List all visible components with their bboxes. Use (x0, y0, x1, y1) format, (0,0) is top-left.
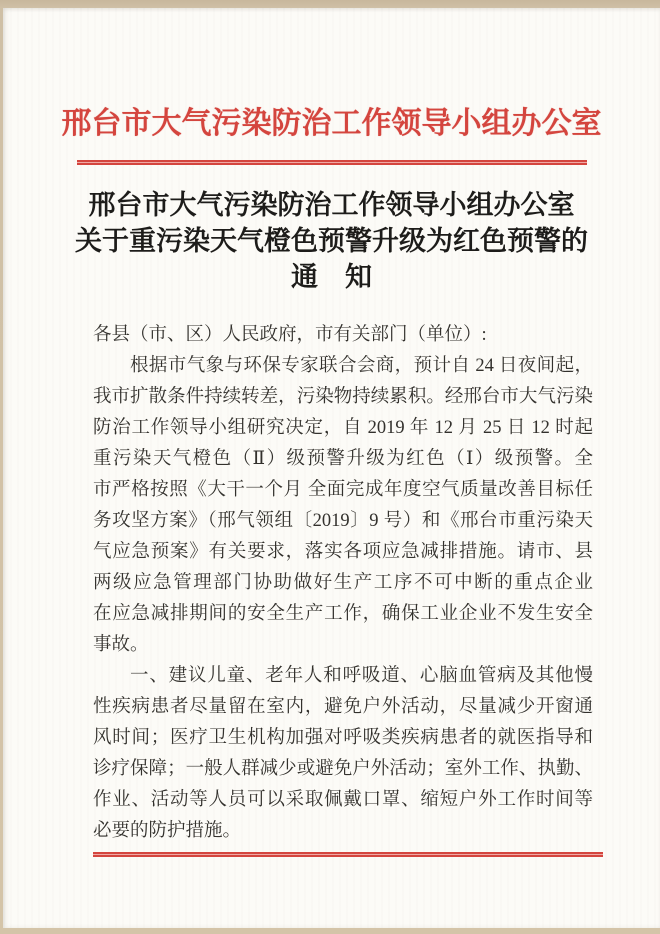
body-line: 务攻坚方案》（邢气领组〔2019〕9 号）和《邢台市重污染天 (93, 511, 593, 531)
footer-divider-rule (93, 852, 603, 857)
body-line: 性疾病患者尽量留在室内，避免户外活动，尽量减少开窗通 (93, 697, 593, 717)
document-page (3, 8, 660, 928)
paragraph (93, 351, 593, 661)
body-line: 诊疗保障；一般人群减少或避免户外活动；室外工作、执勤、 (93, 759, 593, 779)
body-line: 必要的防护措施。 (93, 821, 242, 841)
body-line: 我市扩散条件持续转差，污染物持续累积。经邢台市大气污染 (93, 387, 593, 407)
salutation: 各县（市、区）人民政府，市有关部门（单位）: (93, 325, 487, 345)
document-body (93, 320, 593, 857)
letterhead-office-name: 邢台市大气污染防治工作领导小组办公室 (61, 107, 602, 140)
body-line: 两级应急管理部门协助做好生产工序不可中断的重点企业 (93, 573, 593, 593)
body-line: 一、建议儿童、老年人和呼吸道、心脑血管病及其他慢 (130, 666, 593, 686)
paragraph (93, 661, 593, 847)
body-line: 事故。 (93, 635, 149, 655)
body-line: 重污染天气橙色（Ⅱ）级预警升级为红色（Ⅰ）级预警。全 (93, 449, 593, 469)
body-line: 在应急减排期间的安全生产工作，确保工业企业不发生安全 (93, 604, 593, 624)
document-title-line-1: 邢台市大气污染防治工作领导小组办公室 (88, 190, 575, 220)
document-title-line-2: 关于重污染天气橙色预警升级为红色预警的 (75, 226, 588, 256)
body-line: 根据市气象与环保专家联合会商，预计自 24 日夜间起， (130, 356, 593, 376)
document-title (3, 187, 660, 295)
body-line: 作业、活动等人员可以采取佩戴口罩、缩短户外工作时间等 (93, 790, 593, 810)
body-line: 气应急预案》有关要求，落实各项应急减排措施。请市、县 (93, 542, 593, 562)
body-paragraphs (93, 351, 593, 847)
letterhead-divider-rule (77, 160, 587, 165)
body-line: 防治工作领导小组研究决定，自 2019 年 12 月 25 日 12 时起 (93, 418, 593, 438)
document-title-line-3: 通 知 (291, 262, 372, 292)
body-line: 市严格按照《大干一个月 全面完成年度空气质量改善目标任 (93, 480, 593, 500)
body-line: 风时间；医疗卫生机构加强对呼吸类疾病患者的就医指导和 (93, 728, 593, 748)
